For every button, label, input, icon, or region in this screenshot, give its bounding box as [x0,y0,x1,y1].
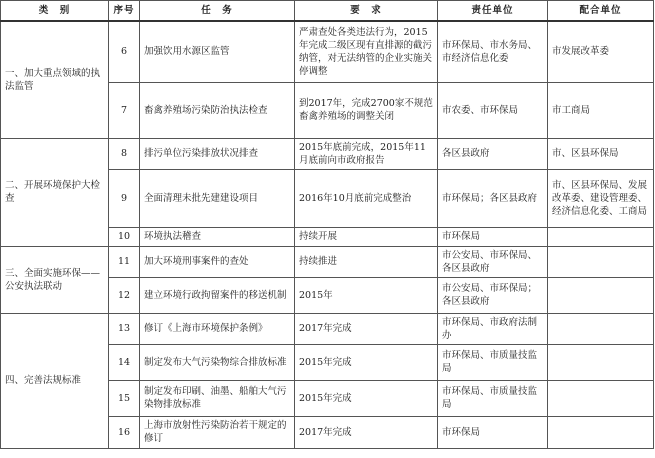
table-row [1,313,654,344]
table-row [1,21,654,82]
requirement-cell: 持续开展 [295,227,438,246]
header-requirement: 要 求 [295,1,438,22]
responsible-cell: 市公安局、市环保局、各区县政府 [438,246,548,277]
cooperating-cell: 市、区县环保局 [548,138,654,169]
requirement-cell: 2015年完成 [295,380,438,416]
cooperating-cell: 市发展改革委 [548,21,654,82]
responsible-cell: 市公安局、市环保局；各区县政府 [438,277,548,313]
header-category: 类 别 [1,1,109,22]
header-row [1,1,654,22]
task-cell: 修订《上海市环境保护条例》 [140,313,295,344]
cooperating-cell: 市工商局 [548,82,654,138]
header-task: 任 务 [140,1,295,22]
task-cell: 建立环境行政拘留案件的移送机制 [140,277,295,313]
task-cell: 制定发布大气污染物综合排放标准 [140,344,295,380]
table-row [1,138,654,169]
cooperating-cell [548,380,654,416]
requirement-cell: 2017年完成 [295,416,438,448]
cooperating-cell [548,277,654,313]
row-number: 13 [109,313,140,344]
task-cell: 加强饮用水源区监管 [140,21,295,82]
table-row [1,246,654,277]
responsible-cell: 市环保局、市政府法制办 [438,313,548,344]
requirement-cell: 到2017年，完成2700家不规范畜禽养殖场的调整关闭 [295,82,438,138]
task-cell: 上海市放射性污染防治若干规定的修订 [140,416,295,448]
row-number: 6 [109,21,140,82]
task-cell: 全面清理未批先建建设项目 [140,169,295,227]
requirement-cell: 持续推进 [295,246,438,277]
row-number: 7 [109,82,140,138]
responsible-cell: 市农委、市环保局 [438,82,548,138]
row-number: 8 [109,138,140,169]
category-cell: 四、完善法规标准 [1,313,109,448]
responsible-cell: 市环保局；各区县政府 [438,169,548,227]
requirement-cell: 2017年完成 [295,313,438,344]
row-number: 9 [109,169,140,227]
row-number: 16 [109,416,140,448]
responsible-cell: 市环保局、市质量技监局 [438,344,548,380]
requirement-cell: 2015年底前完成，2015年11月底前向市政府报告 [295,138,438,169]
responsible-cell: 市环保局 [438,416,548,448]
cooperating-cell [548,313,654,344]
task-cell: 加大环境刑事案件的查处 [140,246,295,277]
cooperating-cell: 市、区县环保局、发展改革委、建设管理委、经济信息化委、工商局 [548,169,654,227]
requirement-cell: 2015年完成 [295,344,438,380]
row-number: 10 [109,227,140,246]
row-number: 15 [109,380,140,416]
responsible-cell: 市环保局、市质量技监局 [438,380,548,416]
responsible-cell: 各区县政府 [438,138,548,169]
header-number: 序号 [109,1,140,22]
row-number: 12 [109,277,140,313]
category-cell: 三、全面实施环保——公安执法联动 [1,246,109,313]
requirement-cell: 严肃查处各类违法行为，2015年完成二级区现有直排源的截污纳管，对无法纳管的企业实施关停调整 [295,21,438,82]
responsible-cell: 市环保局、市水务局、市经济信息化委 [438,21,548,82]
cooperating-cell [548,416,654,448]
category-cell: 一、加大重点领域的执法监管 [1,21,109,138]
task-cell: 畜禽养殖场污染防治执法检查 [140,82,295,138]
header-responsible: 责任单位 [438,1,548,22]
cooperating-cell [548,344,654,380]
category-cell: 二、开展环境保护大检查 [1,138,109,246]
task-cell: 排污单位污染排放状况排查 [140,138,295,169]
requirement-cell: 2016年10月底前完成整治 [295,169,438,227]
row-number: 14 [109,344,140,380]
cooperating-cell [548,246,654,277]
header-cooperating: 配合单位 [548,1,654,22]
task-cell: 制定发布印刷、油墨、船舶大气污染物排放标准 [140,380,295,416]
cooperating-cell [548,227,654,246]
responsible-cell: 市环保局 [438,227,548,246]
requirement-cell: 2015年 [295,277,438,313]
row-number: 11 [109,246,140,277]
task-cell: 环境执法稽查 [140,227,295,246]
